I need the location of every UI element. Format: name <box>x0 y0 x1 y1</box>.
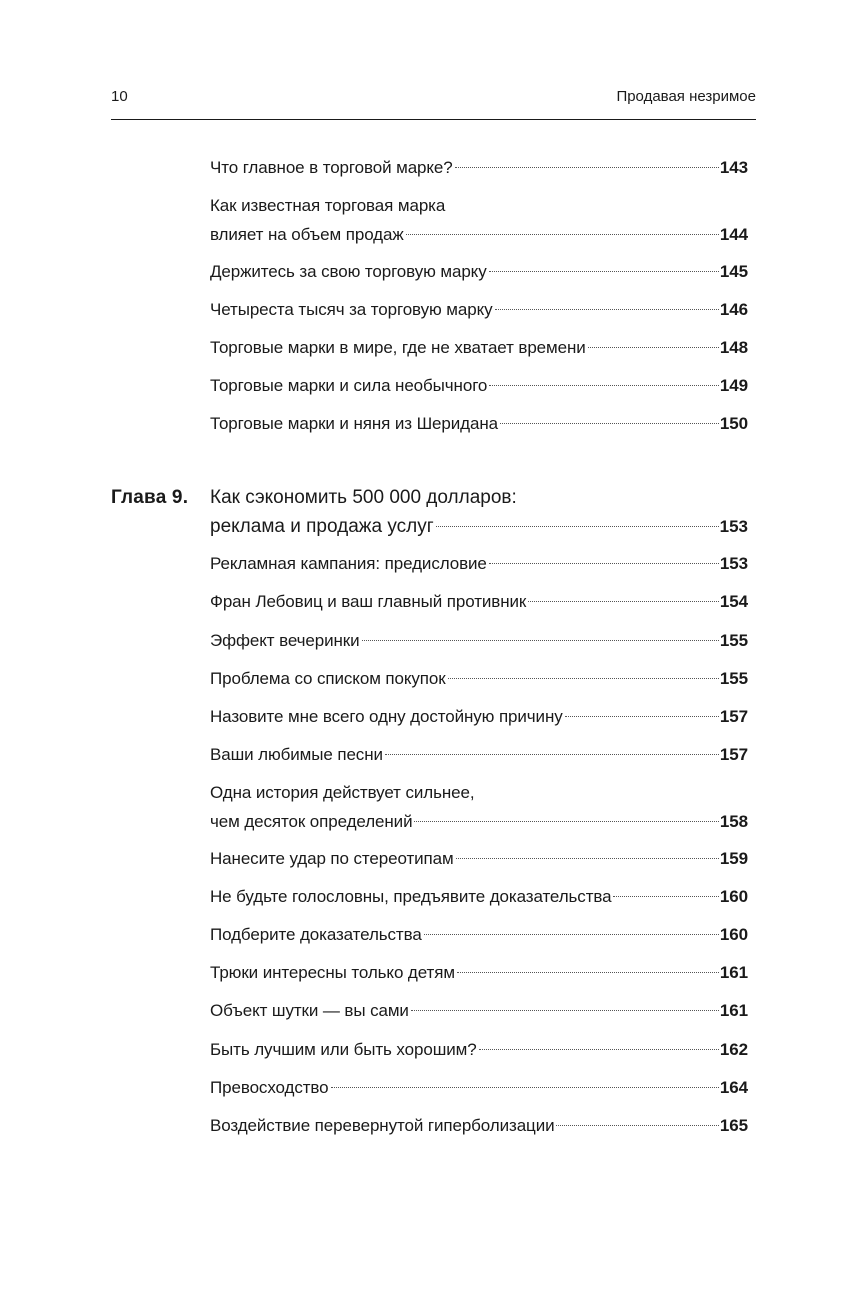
dot-leader <box>489 385 719 386</box>
toc-entry[interactable] <box>210 920 748 949</box>
toc-entry-title: Фран Лебовиц и ваш главный противник <box>210 592 527 611</box>
toc-entry-title: Торговые марки в мире, где не хватает времени <box>210 338 586 357</box>
dot-leader <box>448 678 719 679</box>
toc-entry[interactable] <box>210 153 748 182</box>
toc-page-number: 161 <box>719 1001 748 1020</box>
toc-entry-title: Одна история действует сильнее, <box>210 783 475 802</box>
toc-entry-title: Быть лучшим или быть хорошим? <box>210 1040 477 1059</box>
chapter-title-line: реклама и продажа услуг <box>210 516 434 537</box>
toc-page-number: 155 <box>719 631 748 650</box>
toc-entry-title: Что главное в торговой марке? <box>210 158 453 177</box>
dot-leader <box>495 309 719 310</box>
dot-leader <box>411 1010 719 1011</box>
toc-entry-title: Нанесите удар по стереотипам <box>210 849 454 868</box>
toc-entry[interactable] <box>210 587 748 616</box>
toc-entry[interactable] <box>210 626 748 655</box>
toc-page-number: 165 <box>719 1116 748 1135</box>
toc-page-number: 149 <box>719 376 748 395</box>
toc-entry[interactable] <box>210 778 748 836</box>
toc-page-number: 162 <box>719 1040 748 1059</box>
toc-entry[interactable] <box>210 702 748 731</box>
toc-entry[interactable] <box>210 882 748 911</box>
toc-entry[interactable] <box>210 191 748 249</box>
toc-page-number: 150 <box>719 414 748 433</box>
toc-entry[interactable] <box>210 844 748 873</box>
toc-page-number: 153 <box>719 554 748 573</box>
chapter-title-line: Как сэкономить 500 000 долларов: <box>210 487 517 508</box>
toc-entry[interactable] <box>210 1035 748 1064</box>
dot-leader <box>406 234 719 235</box>
chapter-label: Глава 9. <box>111 487 189 508</box>
toc-page-number: 148 <box>719 338 748 357</box>
dot-leader <box>565 716 719 717</box>
toc-entry-title: Назовите мне всего одну достойную причину <box>210 707 563 726</box>
toc-entry[interactable] <box>210 409 748 438</box>
toc-entry[interactable] <box>210 958 748 987</box>
dot-leader <box>556 1125 718 1126</box>
toc-entry-title: Не будьте голословны, предъявите доказательства <box>210 887 612 906</box>
toc-page-number: 157 <box>719 745 748 764</box>
dot-leader <box>588 347 719 348</box>
toc-entry-title: Воздействие перевернутой гиперболизации <box>210 1116 555 1135</box>
toc-entry[interactable] <box>210 740 748 769</box>
toc-entry-title: Держитесь за свою торговую марку <box>210 262 487 281</box>
toc-page-number: 160 <box>719 887 748 906</box>
dot-leader <box>489 563 719 564</box>
dot-leader <box>436 526 719 527</box>
toc-entry-title-cont: чем десяток определений <box>210 812 413 831</box>
toc-entry-title: Четыреста тысяч за торговую марку <box>210 300 493 319</box>
toc-entry[interactable] <box>210 295 748 324</box>
toc-entry-title: Трюки интересны только детям <box>210 963 455 982</box>
dot-leader <box>613 896 718 897</box>
toc-entry-title: Эффект вечеринки <box>210 631 360 650</box>
toc-entry-title: Проблема со списком покупок <box>210 669 446 688</box>
toc-entry-title: Подберите доказательства <box>210 925 422 944</box>
dot-leader <box>457 972 719 973</box>
dot-leader <box>385 754 719 755</box>
toc-page-number: 144 <box>719 225 748 244</box>
dot-leader <box>331 1087 719 1088</box>
toc-page-number: 153 <box>719 517 748 536</box>
toc-entry[interactable] <box>210 549 748 578</box>
dot-leader <box>489 271 719 272</box>
toc-page-number: 143 <box>719 158 748 177</box>
dot-leader <box>414 821 718 822</box>
toc-entry[interactable] <box>210 333 748 362</box>
toc-entry-title: Как известная торговая марка <box>210 196 446 215</box>
toc-entry-title: Превосходство <box>210 1078 329 1097</box>
toc-page-number: 164 <box>719 1078 748 1097</box>
dot-leader <box>479 1049 719 1050</box>
toc-entry-title-cont: влияет на объем продаж <box>210 225 404 244</box>
toc-page-number: 161 <box>719 963 748 982</box>
toc-page-number: 154 <box>719 592 748 611</box>
toc-page-number: 158 <box>719 812 748 831</box>
toc-entry-title: Ваши любимые песни <box>210 745 383 764</box>
header-rule <box>111 119 756 120</box>
toc-page-number: 155 <box>719 669 748 688</box>
toc-entry-title: Торговые марки и сила необычного <box>210 376 488 395</box>
dot-leader <box>455 167 719 168</box>
toc-entry[interactable] <box>210 664 748 693</box>
dot-leader <box>362 640 719 641</box>
toc-entry[interactable] <box>210 1073 748 1102</box>
dot-leader <box>424 934 719 935</box>
book-title: Продавая незримое <box>616 88 756 105</box>
page-number: 10 <box>111 88 128 105</box>
toc-entry-title: Торговые марки и няня из Шеридана <box>210 414 498 433</box>
toc-entry[interactable] <box>210 1111 748 1140</box>
dot-leader <box>456 858 719 859</box>
toc-entry[interactable] <box>210 371 748 400</box>
dot-leader <box>500 423 719 424</box>
toc-page-number: 159 <box>719 849 748 868</box>
toc-entry-title: Рекламная кампания: предисловие <box>210 554 487 573</box>
toc-entry[interactable] <box>210 996 748 1025</box>
toc-entry-title: Объект шутки — вы сами <box>210 1001 409 1020</box>
chapter-title[interactable] <box>210 483 748 541</box>
running-header <box>111 86 756 110</box>
toc-page-number: 145 <box>719 262 748 281</box>
toc-page-number: 146 <box>719 300 748 319</box>
toc-page-number: 157 <box>719 707 748 726</box>
toc-page-number: 160 <box>719 925 748 944</box>
dot-leader <box>528 601 719 602</box>
toc-entry[interactable] <box>210 257 748 286</box>
